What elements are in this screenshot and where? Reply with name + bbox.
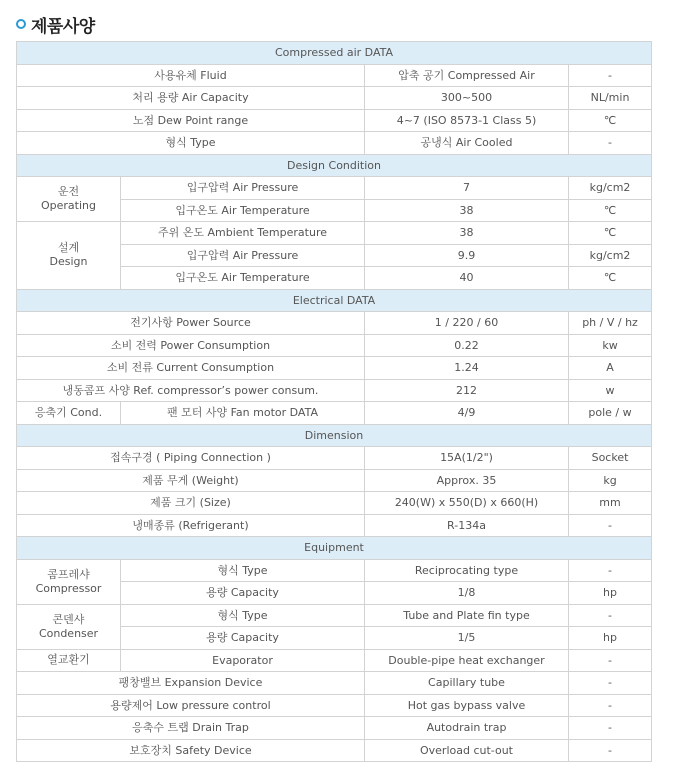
spec-unit: kg/cm2 [569, 244, 652, 267]
group-label: Condenser [38, 626, 99, 640]
spec-unit: NL/min [569, 87, 652, 110]
table-row [17, 64, 652, 87]
spec-label: 소비 전류 Current Consumption [17, 357, 365, 380]
table-row [17, 514, 652, 537]
spec-label: 형식 Type [121, 559, 365, 582]
spec-unit: ph / V / hz [569, 312, 652, 335]
spec-value: 212 [365, 379, 569, 402]
spec-value: 300~500 [365, 87, 569, 110]
table-row [17, 604, 652, 627]
section-title: Electrical DATA [17, 289, 652, 312]
spec-label: 입구온도 Air Temperature [121, 267, 365, 290]
group-label: Compressor [35, 581, 102, 595]
spec-value: 1/5 [365, 627, 569, 650]
group-label: 열교환기 [47, 653, 90, 667]
table-row [17, 312, 652, 335]
group-label: 콘덴샤 [52, 612, 85, 626]
spec-label: 형식 Type [17, 132, 365, 155]
spec-label: 접속구경 ( Piping Connection ) [17, 447, 365, 470]
group-label-cell [17, 402, 121, 425]
spec-unit: - [569, 649, 652, 672]
table-row [17, 469, 652, 492]
spec-unit: hp [569, 627, 652, 650]
spec-label: 입구압력 Air Pressure [121, 244, 365, 267]
table-row [17, 109, 652, 132]
spec-label: 노점 Dew Point range [17, 109, 365, 132]
spec-value: Autodrain trap [365, 717, 569, 740]
spec-label: 주위 온도 Ambient Temperature [121, 222, 365, 245]
page-heading [16, 10, 95, 38]
table-row [17, 402, 652, 425]
spec-value: 1.24 [365, 357, 569, 380]
circle-bullet-icon [16, 19, 26, 29]
spec-unit: - [569, 132, 652, 155]
table-row [17, 222, 652, 245]
spec-unit: - [569, 694, 652, 717]
spec-value: Double-pipe heat exchanger [365, 649, 569, 672]
table-row [17, 132, 652, 155]
spec-value: 40 [365, 267, 569, 290]
spec-value: 압축 공기 Compressed Air [365, 64, 569, 87]
spec-label: 용량 Capacity [121, 582, 365, 605]
spec-value: Overload cut-out [365, 739, 569, 762]
spec-value: 240(W) x 550(D) x 660(H) [365, 492, 569, 515]
group-label: Design [49, 255, 88, 269]
spec-label: 팽창밸브 Expansion Device [17, 672, 365, 695]
group-label: Operating [41, 199, 96, 212]
spec-label: 형식 Type [121, 604, 365, 627]
spec-value: 4/9 [365, 402, 569, 425]
section-header-row [17, 154, 652, 177]
table-row [17, 357, 652, 380]
spec-label: 사용유체 Fluid [17, 64, 365, 87]
spec-label: 소비 전력 Power Consumption [17, 334, 365, 357]
section-title: Dimension [17, 424, 652, 447]
table-row [17, 559, 652, 582]
spec-label: 냉동콤프 사양 Ref. compressor’s power consum. [17, 379, 365, 402]
spec-unit: ℃ [569, 199, 652, 222]
section-header-row [17, 289, 652, 312]
spec-unit: - [569, 514, 652, 537]
spec-label: 용량 Capacity [121, 627, 365, 650]
spec-label: 팬 모터 사양 Fan motor DATA [121, 402, 365, 425]
spec-label: 응축수 트랩 Drain Trap [17, 717, 365, 740]
spec-unit: Socket [569, 447, 652, 470]
group-label-cell [17, 222, 121, 290]
group-label: 설계 [57, 241, 80, 255]
table-row [17, 649, 652, 672]
spec-unit: - [569, 717, 652, 740]
spec-label: 처리 용량 Air Capacity [17, 87, 365, 110]
spec-unit: ℃ [569, 222, 652, 245]
spec-value: 38 [365, 199, 569, 222]
spec-value: 38 [365, 222, 569, 245]
spec-unit: A [569, 357, 652, 380]
group-label-cell [17, 604, 121, 649]
spec-unit: w [569, 379, 652, 402]
group-label-cell [17, 177, 121, 222]
spec-label: 보호장치 Safety Device [17, 739, 365, 762]
spec-label: 제품 무게 (Weight) [17, 469, 365, 492]
group-label-cell [17, 559, 121, 604]
spec-unit: kg/cm2 [569, 177, 652, 200]
spec-unit: kg [569, 469, 652, 492]
spec-value: 4~7 (ISO 8573-1 Class 5) [365, 109, 569, 132]
table-row [17, 177, 652, 200]
spec-value: Tube and Plate fin type [365, 604, 569, 627]
table-row [17, 447, 652, 470]
section-header-row [17, 424, 652, 447]
section-title: Compressed air DATA [17, 42, 652, 65]
spec-value: 공냉식 Air Cooled [365, 132, 569, 155]
group-label: 콤프레샤 [47, 567, 90, 581]
section-header-row [17, 537, 652, 560]
spec-value: R-134a [365, 514, 569, 537]
spec-unit: ℃ [569, 109, 652, 132]
spec-label: 전기사항 Power Source [17, 312, 365, 335]
spec-unit: - [569, 739, 652, 762]
spec-unit: ℃ [569, 267, 652, 290]
spec-table [16, 41, 652, 762]
spec-label: Evaporator [121, 649, 365, 672]
spec-value: 0.22 [365, 334, 569, 357]
group-label: 응축기 Cond. [34, 405, 103, 419]
spec-unit: pole / w [569, 402, 652, 425]
spec-unit: - [569, 64, 652, 87]
table-row [17, 694, 652, 717]
group-label: 운전 [57, 185, 80, 198]
section-header-row [17, 42, 652, 65]
table-row [17, 87, 652, 110]
spec-unit: hp [569, 582, 652, 605]
spec-value: Capillary tube [365, 672, 569, 695]
section-title: Equipment [17, 537, 652, 560]
spec-value: 7 [365, 177, 569, 200]
spec-value: 15A(1/2") [365, 447, 569, 470]
table-row [17, 717, 652, 740]
spec-value: Approx. 35 [365, 469, 569, 492]
spec-label: 용량제어 Low pressure control [17, 694, 365, 717]
table-row [17, 334, 652, 357]
table-row [17, 672, 652, 695]
spec-unit: - [569, 672, 652, 695]
spec-label: 제품 크기 (Size) [17, 492, 365, 515]
page-title: 제품사양 [31, 16, 95, 37]
table-row [17, 492, 652, 515]
spec-value: 1 / 220 / 60 [365, 312, 569, 335]
spec-unit: kw [569, 334, 652, 357]
section-title: Design Condition [17, 154, 652, 177]
spec-unit: mm [569, 492, 652, 515]
table-row [17, 739, 652, 762]
spec-label: 입구압력 Air Pressure [121, 177, 365, 200]
spec-value: Reciprocating type [365, 559, 569, 582]
spec-label: 입구온도 Air Temperature [121, 199, 365, 222]
spec-value: 9.9 [365, 244, 569, 267]
spec-label: 냉매종류 (Refrigerant) [17, 514, 365, 537]
spec-unit: - [569, 604, 652, 627]
table-row [17, 379, 652, 402]
spec-value: Hot gas bypass valve [365, 694, 569, 717]
spec-value: 1/8 [365, 582, 569, 605]
group-label-cell [17, 649, 121, 672]
spec-unit: - [569, 559, 652, 582]
